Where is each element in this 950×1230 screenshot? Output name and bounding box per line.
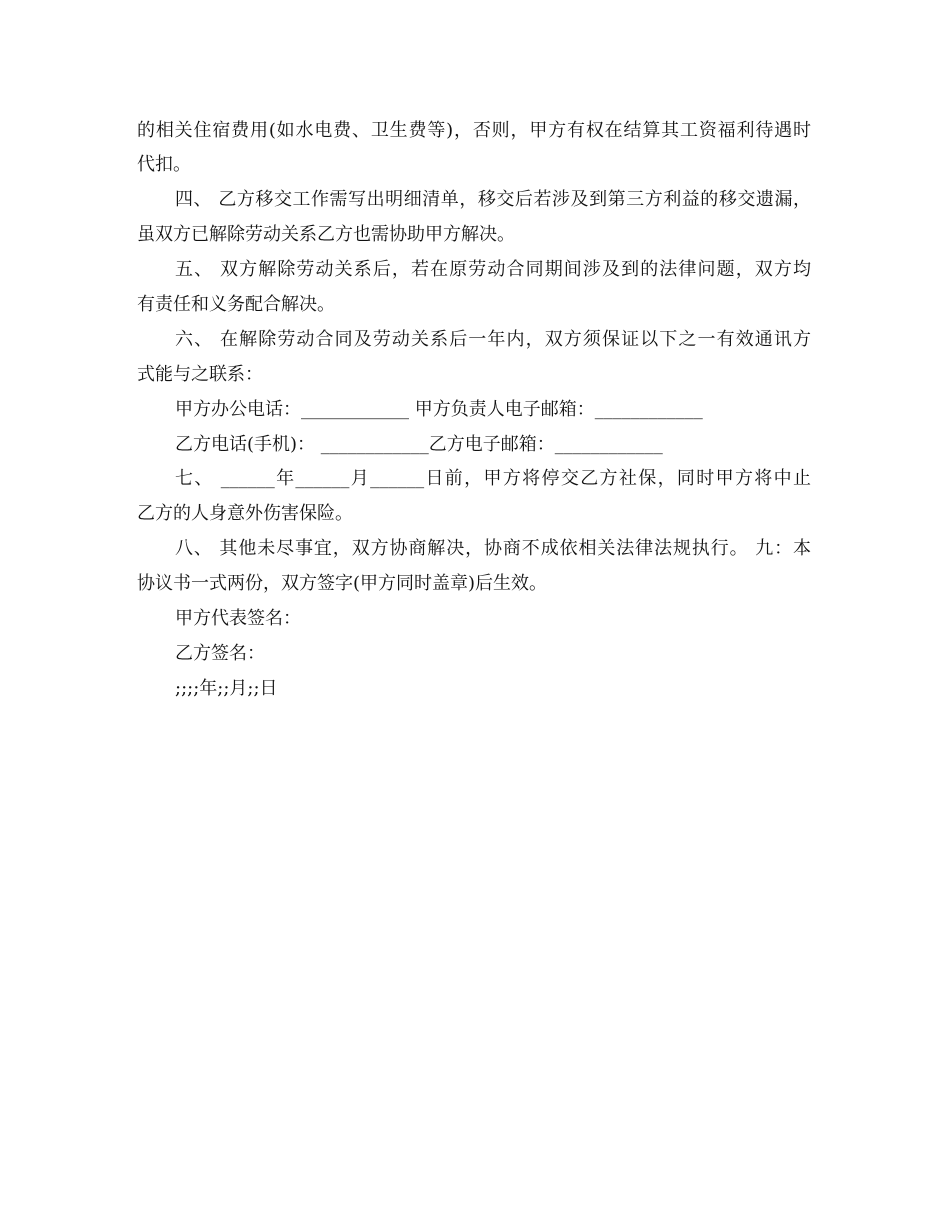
party-a-contact-line: 甲方办公电话：____________ 甲方负责人电子邮箱：____________ <box>175 399 703 420</box>
clause-8-line-1: 八、 其他未尽事宜，双方协商解决，协商不成依相关法律法规执行。 九：本 <box>175 538 811 559</box>
clause-4-line-2: 虽双方已解除劳动关系乙方也需协助甲方解决。 <box>137 224 515 245</box>
clause-8-line-2: 协议书一式两份，双方签字(甲方同时盖章)后生效。 <box>137 573 548 594</box>
text-line-2: 代扣。 <box>137 154 191 175</box>
clause-6-line-1: 六、 在解除劳动合同及劳动关系后一年内，双方须保证以下之一有效通讯方 <box>175 329 811 350</box>
clause-5-line-1: 五、 双方解除劳动关系后，若在原劳动合同期间涉及到的法律问题，双方均 <box>175 259 811 280</box>
clause-4-line-1: 四、 乙方移交工作需写出明细清单，移交后若涉及到第三方利益的移交遗漏， <box>175 189 811 210</box>
signature-date-line: ;;;;年;;月;;日 <box>175 678 278 699</box>
clause-5-line-2: 有责任和义务配合解决。 <box>137 294 335 315</box>
clause-7-line-1: 七、 ______年______月______日前，甲方将停交乙方社保，同时甲方将中止 <box>175 468 811 489</box>
clause-6-line-2: 式能与之联系： <box>137 364 263 385</box>
party-b-contact-line: 乙方电话(手机)： ____________乙方电子邮箱：____________ <box>175 434 663 455</box>
party-b-signature-label: 乙方签名： <box>175 643 265 664</box>
clause-7-line-2: 乙方的人身意外伤害保险。 <box>137 503 353 524</box>
text-line-1: 的相关住宿费用(如水电费、卫生费等)，否则，甲方有权在结算其工资福利待遇时 <box>137 120 811 141</box>
party-a-signature-label: 甲方代表签名： <box>175 608 301 629</box>
